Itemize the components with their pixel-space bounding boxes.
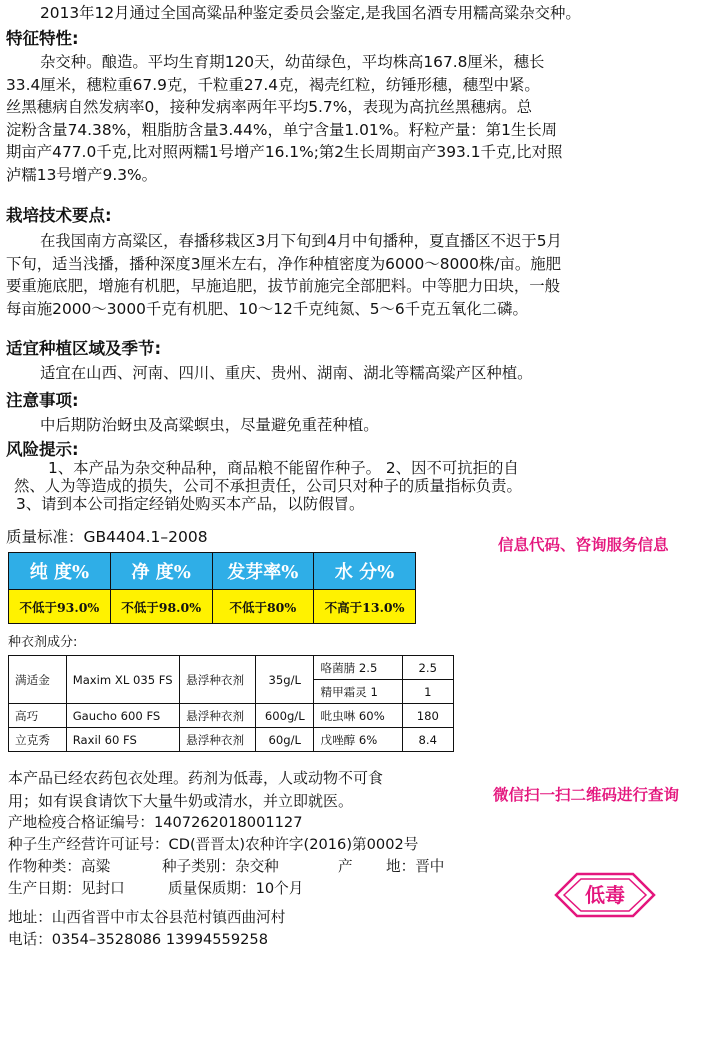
production-license: 种子生产经营许可证号：CD(晋晋太)农种许字(2016)第0002号 bbox=[8, 836, 419, 853]
region-text: 适宜在山西、河南、四川、重庆、贵州、湖南、湖北等糯高粱产区种植。 bbox=[40, 364, 533, 382]
coating-ingredient: 咯菌腈 2.5 bbox=[314, 656, 402, 680]
quality-value-purity: 不低于93.0% bbox=[9, 590, 111, 624]
coating-ingredient: 吡虫啉 60% bbox=[314, 704, 402, 728]
features-line: 淀粉含量74.38%，粗脂肪含量3.44%，单宁含量1.01%。籽粒产量：第1生长周 bbox=[6, 120, 558, 139]
shelf-life: 质量保质期：10个月 bbox=[168, 880, 304, 897]
address: 地址：山西省晋中市太谷县范村镇西曲河村 bbox=[8, 909, 286, 926]
coating-ingredient-value: 180 bbox=[402, 704, 453, 728]
table-row bbox=[9, 728, 454, 752]
cultivation-line: 要重施底肥，增施有机肥，早施追肥，拔节前施完全部肥料。中等肥力田块，一般 bbox=[6, 277, 561, 296]
quality-table bbox=[8, 552, 416, 624]
coating-ingredient-value: 2.5 bbox=[402, 656, 453, 680]
coating-product: Maxim XL 035 FS bbox=[66, 656, 179, 704]
features-body bbox=[6, 51, 721, 187]
risk-heading: 风险提示: bbox=[6, 440, 79, 459]
features-heading: 特征特性: bbox=[6, 29, 79, 48]
info-code-label: 信息代码、咨询服务信息 bbox=[498, 536, 669, 554]
quality-value-germination: 不低于80% bbox=[212, 590, 314, 624]
coating-product: Raxil 60 FS bbox=[66, 728, 179, 752]
production-date: 生产日期：见封口 bbox=[8, 880, 125, 897]
coating-ingredient-value: 1 bbox=[402, 680, 453, 704]
coating-type: 悬浮种衣剂 bbox=[180, 704, 256, 728]
features-line: 杂交种。酿造。平均生育期120天，幼苗绿色，平均株高167.8厘米，穗长 bbox=[40, 53, 545, 71]
crop-type: 作物种类：高粱 bbox=[8, 858, 111, 875]
seed-type: 种子类别：杂交种 bbox=[162, 858, 279, 875]
coating-conc: 60g/L bbox=[256, 728, 314, 752]
cultivation-line: 在我国南方高粱区，春播移栽区3月下旬到4月中旬播种，夏直播区不迟于5月 bbox=[40, 232, 562, 250]
coating-ingredient: 戊唑醇 6% bbox=[314, 728, 402, 752]
risk-body bbox=[14, 459, 714, 513]
coating-ingredient: 精甲霜灵 1 bbox=[314, 680, 402, 704]
cultivation-line: 下旬，适当浅播，播种深度3厘米左右，净作种植密度为6000～8000株/亩。施肥 bbox=[6, 254, 562, 273]
coating-name: 满适金 bbox=[9, 656, 67, 704]
intro-text: 2013年12月通过全国高粱品种鉴定委员会鉴定,是我国名酒专用糯高粱杂交种。 bbox=[40, 4, 581, 22]
quality-value-cleanliness: 不低于98.0% bbox=[110, 590, 212, 624]
notes-text: 中后期防治蚜虫及高粱螟虫，尽量避免重茬种植。 bbox=[40, 416, 379, 434]
badge-text: 低毒 bbox=[585, 883, 625, 907]
coating-product: Gaucho 600 FS bbox=[66, 704, 179, 728]
coating-name: 立克秀 bbox=[9, 728, 67, 752]
quality-header-row bbox=[9, 553, 416, 590]
phone: 电话：0354–3528086 13994559258 bbox=[8, 931, 268, 948]
quality-value-moisture: 不高于13.0% bbox=[314, 590, 416, 624]
risk-line: 3、请到本公司指定经销处购买本产品，以防假冒。 bbox=[16, 495, 365, 513]
features-line: 期亩产477.0千克,比对照两糯1号增产16.1%;第2生长周期亩产393.1千克,比对照 bbox=[6, 143, 563, 162]
origin-value: 地：晋中 bbox=[386, 858, 445, 875]
warning-text bbox=[8, 767, 478, 813]
low-toxicity-badge bbox=[553, 872, 657, 918]
coating-ingredient-value: 8.4 bbox=[402, 728, 453, 752]
quality-header-germination: 发芽率% bbox=[212, 553, 314, 590]
cultivation-heading: 栽培技术要点: bbox=[6, 206, 112, 225]
features-line: 泸糯13号增产9.3%。 bbox=[6, 165, 158, 184]
risk-line: 1、本产品为杂交种品种，商品粮不能留作种子。 2、因不可抗拒的自 bbox=[48, 459, 519, 477]
features-line: 33.4厘米，穗粒重67.9克，千粒重27.4克，褐壳红粒，纺锤形穗，穗型中紧。 bbox=[6, 75, 540, 94]
region-heading: 适宜种植区域及季节: bbox=[6, 339, 162, 358]
quality-header-moisture: 水 分% bbox=[314, 553, 416, 590]
coating-label: 种衣剂成分: bbox=[8, 635, 78, 650]
risk-line: 然、人为等造成的损失，公司不承担责任，公司只对种子的质量指标负责。 bbox=[14, 477, 522, 495]
quality-value-row bbox=[9, 590, 416, 624]
table-row bbox=[9, 656, 454, 680]
origin-label: 产 bbox=[338, 858, 353, 875]
cultivation-line: 每亩施2000～3000千克有机肥、10～12千克纯氮、5～6千克五氧化二磷。 bbox=[6, 299, 528, 318]
table-row bbox=[9, 704, 454, 728]
coating-conc: 35g/L bbox=[256, 656, 314, 704]
coating-type: 悬浮种衣剂 bbox=[180, 728, 256, 752]
features-line: 丝黑穗病自然发病率0，接种发病率两年平均5.7%，表现为高抗丝黑穗病。总 bbox=[6, 98, 533, 117]
quality-header-purity: 纯 度% bbox=[9, 553, 111, 590]
warning-line: 用；如有误食请饮下大量牛奶或清水，并立即就医。 bbox=[8, 792, 354, 810]
cultivation-body bbox=[6, 230, 721, 320]
wechat-query-label: 微信扫一扫二维码进行查询 bbox=[493, 786, 680, 804]
quality-standard-label: 质量标准：GB4404.1–2008 bbox=[6, 528, 208, 546]
quarantine-cert: 产地检疫合格证编号：1407262018001127 bbox=[8, 814, 303, 831]
warning-line: 本产品已经农药包衣处理。药剂为低毒，人或动物不可食 bbox=[8, 769, 384, 787]
coating-conc: 600g/L bbox=[256, 704, 314, 728]
coating-type: 悬浮种衣剂 bbox=[180, 656, 256, 704]
coating-name: 高巧 bbox=[9, 704, 67, 728]
coating-table bbox=[8, 655, 454, 752]
quality-header-cleanliness: 净 度% bbox=[110, 553, 212, 590]
notes-heading: 注意事项: bbox=[6, 391, 79, 410]
